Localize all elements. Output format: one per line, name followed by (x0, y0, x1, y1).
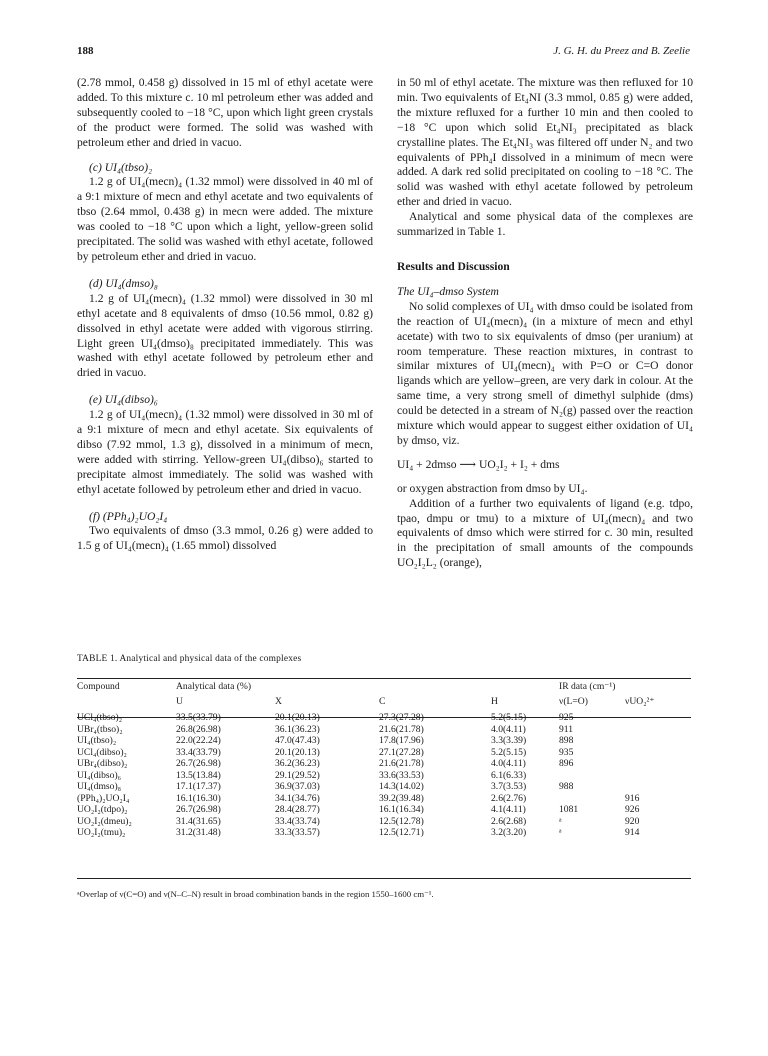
table-cell-x: 20.1(20.13) (275, 712, 320, 723)
system-text: No solid complexes of UI₄ with dmso could be isolated from the reaction of UI₄(mecn)₄ (in a mixture of mecn and ethyl acetate) with two to six equivalents of dmso (per uranium) at room temperature. These reaction mixtures, in contrast to similar mixtures of UI₄(mecn)₄ with P=O or C=O donor ligands which are yellow–green, are very dark in colour. At the same time, a very strong smell of dimethyl sulphide (dms) could be detected in a stream of N₂(g) passed over the reaction mixture which would appear to suggest either oxidation of UI₄ by dmso, viz. (397, 299, 693, 447)
addition-text: Addition of a further two equivalents of ligand (e.g. tdpo, tpao, dmpu or tmu) to a mixture of UI₄(mecn)₄ and two equivalents of dmso which were stirred for c. 30 min, resulted in the precipitation of small amounts of the compounds UO₂I₂L₂ (orange), (397, 496, 693, 570)
table-cell-compound: UO₂I₂(tmu)₂ (77, 827, 126, 838)
table-cell-nu-uo2: 916 (625, 792, 640, 804)
table-cell-c: 17.8(17.96) (379, 735, 424, 746)
table-cell-compound: UBr₄(tbso)₂ (77, 723, 123, 735)
table-cell-nu-lo (559, 770, 625, 782)
table-cell-nu-uo2 (625, 770, 691, 782)
table-row (77, 827, 691, 839)
table-cell-c: 21.6(21.78) (379, 758, 424, 769)
table-cell-h: 6.1(6.33) (491, 769, 527, 781)
right-column (397, 76, 693, 571)
table-cell-nu-uo2 (625, 747, 691, 759)
table-cell-u: 22.0(22.24) (176, 735, 221, 746)
table-row (77, 804, 691, 816)
section-f-text: Two equivalents of dmso (3.3 mmol, 0.26 g) were added to 1.5 g of UI₄(mecn)₄ (1.65 mmol) dissolved (77, 524, 373, 553)
table-cell-x: 36.1(36.23) (275, 723, 320, 735)
section-e-text: 1.2 g of UI₄(mecn)₄ (1.32 mmol) were dissolved in 30 ml of a 9:1 mixture of mecn and ethyl acetate. Six equivalents of dibso (7.92 mmol, 1.3 g), dissolved in a minimum of mecn, were added with stirring. Yellow-green UI₄(dibso)₆ started to precipitate almost immediately. The solid was washed with ethyl acetate followed by petroleum ether and dried in vacuo. (77, 408, 373, 496)
table-cell-x: 28.4(28.77) (275, 804, 320, 815)
table-cell-nu-uo2: 914 (625, 827, 640, 838)
table-row (77, 724, 691, 736)
header-analytical: Analytical data (%) (176, 681, 252, 692)
paragraph-continued: in 50 ml of ethyl acetate. The mixture was then refluxed for 10 min. Two equivalents of Et₄NI (3.3 mmol, 0.85 g) were added, the mixture refluxed for a further 10 min and then cooled to −18 °C upon which solid Et₄NI₃ precipitated as black crystalline plates. The Et₄NI₃ was filtered off under N₂ and two equivalents of PPh₄I dissolved in a minimum of mecn were added. A dark red solid precipitated on cooling to −18 °C. The solid was washed with ethyl acetate followed by petroleum ether and dried in vacuo. (397, 76, 693, 209)
table-cell-nu-uo2: 920 (625, 815, 640, 827)
table-cell-h: 5.2(5.15) (491, 746, 527, 758)
table-row (77, 816, 691, 828)
table-cell-c: 12.5(12.78) (379, 815, 424, 827)
table-cell-h: 3.2(3.20) (491, 827, 527, 838)
table-cell-compound: (PPh₄)₂UO₂I₄ (77, 792, 130, 804)
table-cell-u: 26.7(26.98) (176, 804, 221, 815)
table-cell-x: 33.4(33.74) (275, 815, 320, 827)
table-cell-nu-lo: ᵃ (559, 827, 562, 838)
header-h: H (491, 696, 498, 707)
data-table (77, 681, 691, 839)
table-bottom-rule (77, 878, 691, 879)
table-cell-u: 31.2(31.48) (176, 827, 221, 838)
header-u: U (176, 696, 183, 707)
table-row (77, 758, 691, 770)
table-cell-x: 29.1(29.52) (275, 769, 320, 781)
table-row (77, 793, 691, 805)
table-cell-u: 33.4(33.79) (176, 746, 221, 758)
table-cell-compound: UO₂I₂(tdpo)₂ (77, 804, 128, 815)
table-cell-c: 12.5(12.71) (379, 827, 424, 838)
table-cell-nu-lo: 1081 (559, 804, 579, 815)
system-heading: The UI₄–dmso System (397, 284, 499, 298)
table-cell-c: 21.6(21.78) (379, 723, 424, 735)
table-cell-nu-uo2 (625, 781, 691, 793)
running-head: J. G. H. du Preez and B. Zeelie (553, 45, 690, 57)
header-nu-lo: ν(L=O) (559, 696, 588, 707)
table-cell-compound: UI₄(tbso)₂ (77, 735, 117, 746)
table-cell-h: 4.1(4.11) (491, 804, 526, 815)
table-cell-h: 2.6(2.76) (491, 792, 527, 804)
table-cell-nu-lo (559, 793, 625, 805)
table-cell-x: 36.9(37.03) (275, 781, 320, 792)
header-compound: Compound (77, 681, 120, 692)
paragraph-intro: (2.78 mmol, 0.458 g) dissolved in 15 ml of ethyl acetate were added. To this mixture c. 10 ml petroleum ether was added and subsequently cooled to −18 °C, upon which light green crystals of the product were formed. The solid was washed with petroleum ether and dried in vacuo. (77, 76, 373, 149)
table-cell-compound: UCl₄(dibso)₂ (77, 746, 127, 758)
table-cell-u: 31.4(31.65) (176, 815, 221, 827)
table-cell-u: 13.5(13.84) (176, 769, 221, 781)
table-cell-compound: UBr₄(dibso)₂ (77, 758, 128, 769)
table-cell-c: 16.1(16.34) (379, 804, 424, 815)
table-cell-x: 34.1(34.76) (275, 792, 320, 804)
table-cell-nu-lo: 898 (559, 735, 574, 746)
section-f-heading: (f) (PPh₄)₂UO₂I₄ (89, 509, 168, 523)
table-cell-nu-lo: 988 (559, 781, 574, 792)
table-cell-h: 3.7(3.53) (491, 781, 527, 792)
table-cell-nu-uo2 (625, 724, 691, 736)
table-cell-u: 17.1(17.37) (176, 781, 221, 792)
table-cell-x: 33.3(33.57) (275, 827, 320, 838)
header-c: C (379, 696, 386, 707)
table-cell-nu-lo: 925 (559, 712, 574, 723)
table-cell-nu-uo2 (625, 712, 691, 724)
table-cell-nu-uo2: 926 (625, 804, 640, 815)
table-cell-c: 27.1(27.28) (379, 746, 424, 758)
table-cell-nu-lo: ᵃ (559, 815, 562, 827)
table-footnote: ᵃOverlap of ν(C=O) and ν(N–C–N) result in broad combination bands in the region 1550–1600 cm⁻¹. (77, 889, 434, 899)
table-cell-compound: UCl₄(tbso)₂ (77, 712, 123, 723)
table-row (77, 770, 691, 782)
after-equation-text: or oxygen abstraction from dmso by UI₄. (397, 481, 588, 495)
table-cell-u: 26.8(26.98) (176, 723, 221, 735)
header-nu-uo2: νUO₂²⁺ (625, 696, 655, 707)
left-column (77, 76, 373, 554)
table-cell-c: 33.6(33.53) (379, 769, 424, 781)
table-cell-u: 26.7(26.98) (176, 758, 221, 769)
table-cell-nu-lo: 911 (559, 723, 574, 735)
table-cell-h: 4.0(4.11) (491, 723, 526, 735)
reaction-equation: UI₄ + 2dmso ⟶ UO₂I₂ + I₂ + dms (397, 457, 560, 471)
table-cell-compound: UO₂I₂(dmeu)₂ (77, 815, 132, 827)
page-number: 188 (77, 45, 94, 57)
header-ir: IR data (cm⁻¹) (559, 681, 616, 692)
table-cell-h: 5.2(5.15) (491, 712, 527, 723)
table-cell-compound: UI₄(dibso)₆ (77, 769, 121, 781)
section-c-text: 1.2 g of UI₄(mecn)₄ (1.32 mmol) were dissolved in 40 ml of a 9:1 mixture of mecn and ethyl acetate and two equivalents of tbso (2.64 mmol, 0.438 g) in mecn were added. The mixture was cooled to −18 °C upon which a light, yellow-green solid precipitated. The solid was washed with ethyl acetate, followed by petroleum ether and dried in vacuo. (77, 175, 373, 263)
table-row (77, 781, 691, 793)
table-cell-nu-uo2 (625, 758, 691, 770)
table-cell-nu-lo: 935 (559, 746, 574, 758)
table-cell-u: 33.5(33.79) (176, 712, 221, 723)
table-cell-compound: UI₄(dmso)₈ (77, 781, 121, 792)
table-cell-h: 3.3(3.39) (491, 735, 527, 746)
table-cell-h: 2.6(2.68) (491, 815, 527, 827)
table-row (77, 712, 691, 724)
table-top-rule (77, 678, 691, 679)
paragraph-analytical: Analytical and some physical data of the complexes are summarized in Table 1. (397, 210, 693, 239)
table-cell-nu-uo2 (625, 735, 691, 747)
results-heading: Results and Discussion (397, 259, 510, 273)
table-caption: TABLE 1. Analytical and physical data of the complexes (77, 654, 302, 664)
table-cell-x: 47.0(47.43) (275, 735, 320, 746)
section-e-heading: (e) UI₄(dibso)₆ (89, 393, 158, 407)
section-d-text: 1.2 g of UI₄(mecn)₄ (1.32 mmol) were dissolved in 30 ml ethyl acetate and 8 equivalents of dmso (10.56 mmol, 0.82 g) dissolved in ethyl acetate were added with vigorous stirring. Light green UI₄(dmso)₈ precipitated immediately. This was washed with ethyl acetate followed by petroleum ether and dried in vacuo. (77, 291, 373, 380)
table-row (77, 747, 691, 759)
header-x: X (275, 696, 282, 707)
table-cell-c: 14.3(14.02) (379, 781, 424, 792)
table-cell-h: 4.0(4.11) (491, 758, 526, 769)
table-row (77, 735, 691, 747)
table-cell-c: 39.2(39.48) (379, 792, 424, 804)
section-c-heading: (c) UI₄(tbso)₂ (89, 160, 153, 174)
table-cell-nu-lo: 896 (559, 758, 574, 769)
table-cell-x: 20.1(20.13) (275, 746, 320, 758)
section-d-heading: (d) UI₄(dmso)₈ (89, 276, 158, 290)
table-cell-c: 27.3(27.28) (379, 712, 424, 723)
table-cell-x: 36.2(36.23) (275, 758, 320, 769)
table-cell-u: 16.1(16.30) (176, 792, 221, 804)
